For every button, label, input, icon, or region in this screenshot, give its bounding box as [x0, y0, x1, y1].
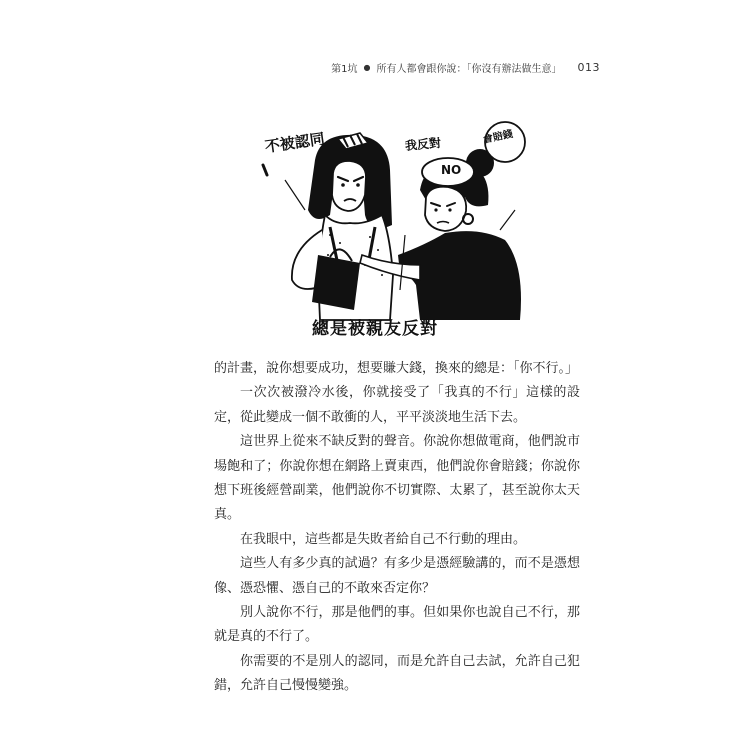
paragraph: 一次次被潑冷水後，你就接受了「我真的不行」這樣的設定，從此變成一個不敢衝的人，平平淡淡地生活下去。 — [214, 385, 580, 425]
bullet-icon: ● — [363, 63, 371, 72]
paragraph: 別人說你不行，那是他們的事。但如果你也說自己不行，那就是真的不行了。 — [214, 605, 580, 645]
page-number: 013 — [577, 61, 600, 74]
label-not-approved: 不被認同 — [263, 129, 326, 156]
paragraph: 這些人有多少真的試過？有多少是憑經驗講的，而不是憑想像、憑恐懼、憑自己的不敢來否定你？ — [214, 556, 580, 596]
paragraph: 這世界上從來不缺反對的聲音。你說你想做電商，他們說市場飽和了；你說你想在網路上賣東西，他們說你會賠錢；你說你想下班後經營副業，他們說你不切實際、太累了，甚至說你太天真。 — [214, 434, 580, 523]
label-no: NO — [441, 163, 462, 177]
paragraph: 的計畫，說你想要成功，想要賺大錢，換來的總是：「你不行。」 — [214, 361, 579, 376]
body-text — [214, 357, 580, 699]
paragraph: 在我眼中，這些都是失敗者給自己不行動的理由。 — [240, 531, 527, 547]
label-i-oppose: 我反對 — [404, 135, 442, 153]
running-header — [331, 60, 600, 75]
emphasis-mark — [263, 165, 267, 175]
bag-shape — [312, 255, 360, 310]
paragraph: 你需要的不是別人的認同，而是允許自己去試，允許自己犯錯，允許自己慢慢變強。 — [214, 653, 580, 694]
illustration-caption: 總是被親友反對 — [312, 319, 438, 339]
label-lose-money: 會賠錢 — [482, 128, 514, 146]
chapter-title: 所有人都會跟你說：「你沒有辦法做生意」 — [376, 64, 562, 75]
chapter-label: 第1坑 — [331, 64, 358, 75]
